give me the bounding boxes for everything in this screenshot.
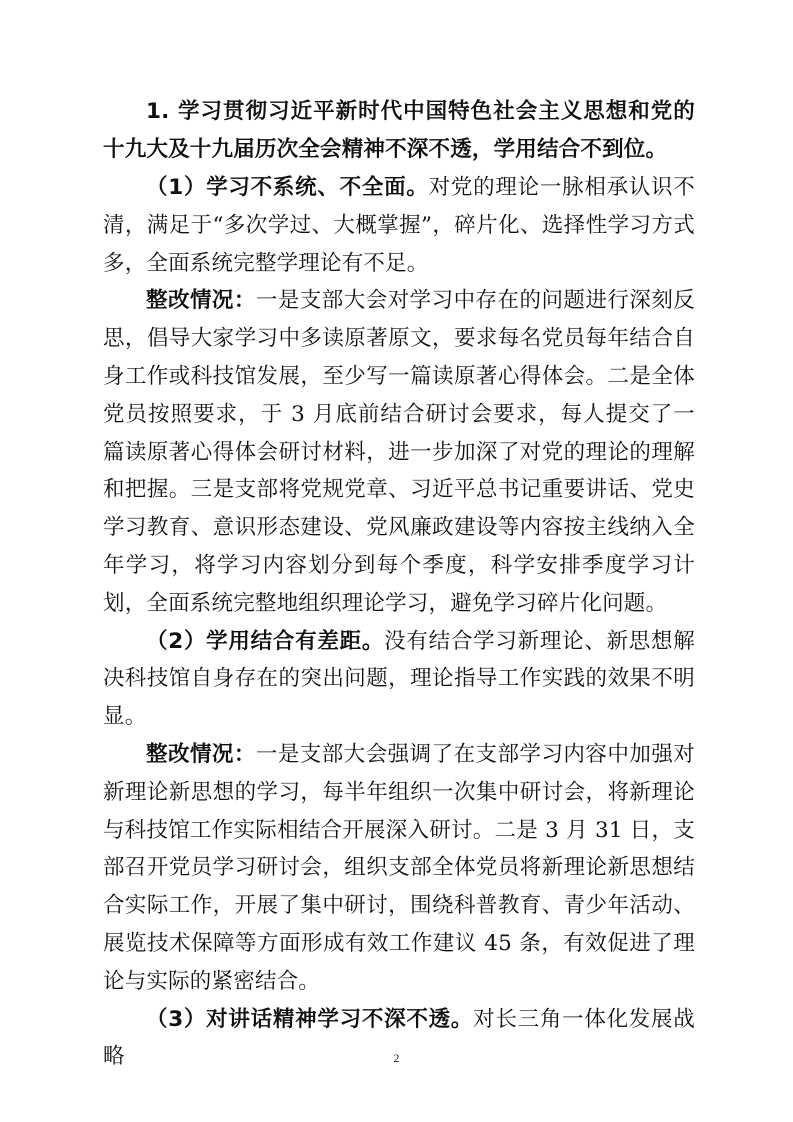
issue-text-3: 对长三角一体化发展战略 (103, 1006, 695, 1070)
rectification-paragraph-1 (103, 282, 695, 622)
issue-label-1: （1）学习不系统、不全面。 (146, 175, 429, 200)
issue-paragraph-2 (103, 623, 695, 736)
rectification-label-1: 整改情况： (146, 288, 256, 314)
issue-label-2: （2）学用结合有差距。 (146, 628, 385, 654)
section-heading: 1. 学习贯彻习近平新时代中国特色社会主义思想和党的十九大及十九届历次全会精神不深不透，学用结合不到位。 (103, 99, 695, 162)
issue-label-3: （3）对讲话精神学习不深不透。 (146, 1006, 474, 1032)
issue-text-2: 没有结合学习新理论、新思想解决科技馆自身存在的突出问题，理论指导工作实践的效果不明显。 (103, 628, 695, 730)
document-body (103, 93, 695, 1076)
rectification-paragraph-2 (103, 736, 695, 1001)
issue-text-1: 对党的理论一脉相承认识不清，满足于“多次学过、大概掌握”，碎片化、选择性学习方式多，全面系统完整学理论有不足。 (103, 175, 695, 276)
page-number: 2 (393, 1051, 400, 1065)
issue-paragraph-1 (103, 169, 695, 282)
rectification-label-2: 整改情况： (146, 741, 256, 767)
rectification-text-1: 一是支部大会对学习中存在的问题进行深刻反思，倡导大家学习中多读原著原文，要求每名党员每年结合自身工作或科技馆发展，至少写一篇读原著心得体会。二是全体党员按照要求，于 3 月底前结合研讨会要求，每人提交了一篇读原著心得体会研讨材料，进一步加深了对党的理论的理解和把握。三是支部将党规党章、习近平总书记重要讲话、党史学习教育、意识形态建设、党风廉政建设等内容按主线纳入全年学习，将学习内容划分到每个季度，科学安排季度学习计划，全面系统完整地组织理论学习，避免学习碎片化问题。 (103, 288, 695, 616)
rectification-text-2: 一是支部大会强调了在支部学习内容中加强对新理论新思想的学习，每半年组织一次集中研讨会，将新理论与科技馆工作实际相结合开展深入研讨。二是 3 月 31 日，支部召开党员学习研讨会，组织支部全体党员将新理论新思想结合实际工作，开展了集中研讨，围绕科普教育、青少年活动、展览技术保障等方面形成有效工作建议 45 条，有效促进了理论与实际的紧密结合。 (103, 741, 695, 994)
